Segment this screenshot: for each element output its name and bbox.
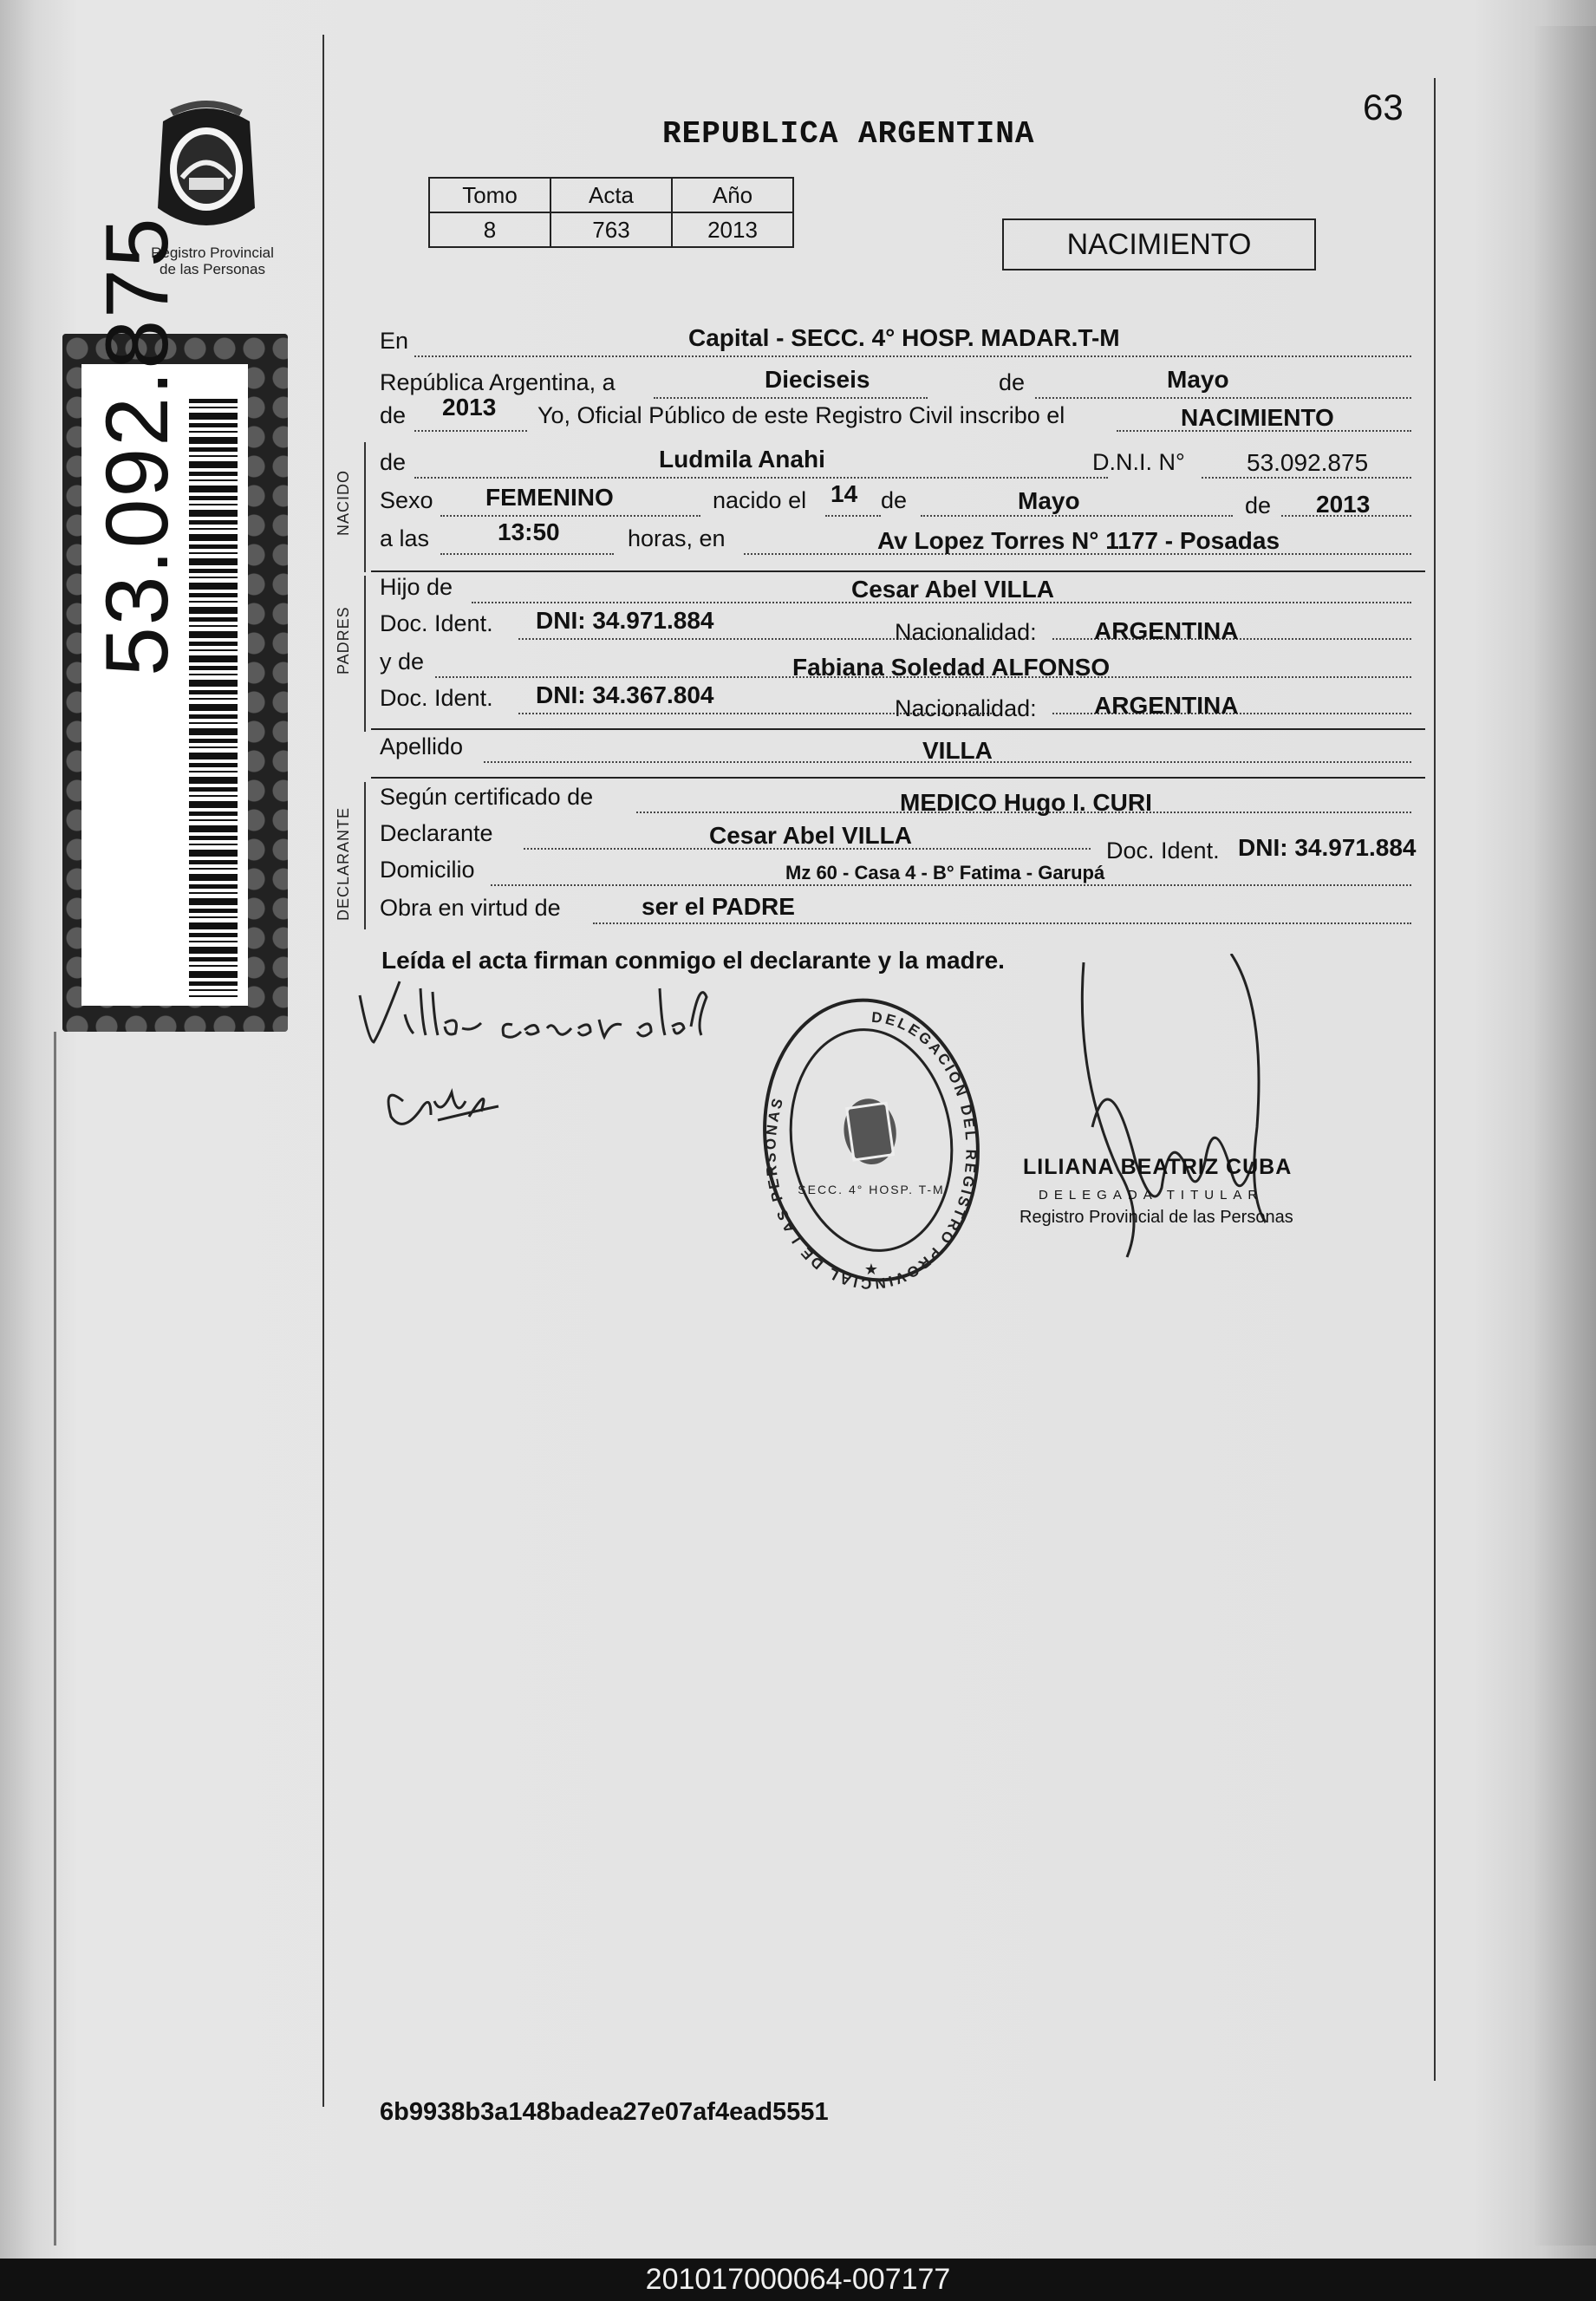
svg-text:★: ★ [863, 1261, 879, 1278]
field-value-name: Ludmila Anahi [659, 446, 825, 473]
table-header: Acta [550, 178, 672, 212]
svg-text:DELEGACION DEL REGISTRO PROVIN: DELEGACION DEL REGISTRO PROVINCIAL DE LAS PERSONAS [762, 1008, 980, 1293]
official-stamp [754, 984, 988, 1296]
field-label: a las [380, 525, 430, 551]
svg-text:SECC. 4° HOSP. T-M: SECC. 4° HOSP. T-M [798, 1183, 945, 1196]
field-value-domicilio: Mz 60 - Casa 4 - B° Fatima - Garupá [785, 862, 1105, 883]
field-row-mother [380, 645, 1420, 680]
field-label: Nacionalidad: [895, 619, 1037, 645]
field-row-mother-doc [380, 681, 1420, 721]
page-edge [1534, 26, 1596, 2246]
field-row-domicilio [380, 853, 1420, 888]
field-label: Hijo de [380, 574, 453, 600]
field-row-apellido [380, 730, 1420, 765]
barcode-icon [189, 399, 238, 997]
declarant-signature [351, 971, 767, 1162]
field-row-certificado [380, 780, 1420, 815]
field-value-birth-year: 2013 [1316, 491, 1371, 518]
field-label: de [380, 402, 407, 428]
field-label: de [1245, 492, 1272, 518]
spine-shadow [54, 1032, 56, 2246]
field-value-birth-month: Mayo [1018, 487, 1080, 514]
document-hash: 6b9938b3a148badea27e07af4ead5551 [380, 2098, 829, 2126]
field-label: República Argentina, a [380, 369, 616, 395]
field-value-apellido: VILLA [922, 737, 993, 764]
section-label-declarante: DECLARANTE [335, 806, 352, 921]
field-row-en [380, 324, 1420, 359]
field-row-oficial [380, 394, 1420, 433]
field-label: Sexo [380, 487, 433, 513]
right-border-line [1434, 78, 1436, 2081]
field-value-act: NACIMIENTO [1181, 404, 1334, 431]
vertical-id-number: 53.092.875 [88, 216, 186, 676]
official-organization: Registro Provincial de las Personas [1019, 1208, 1293, 1227]
field-value-day: Dieciseis [765, 366, 870, 393]
field-label: Apellido [380, 733, 464, 759]
section-divider-line [371, 777, 1425, 779]
section-divider [364, 782, 366, 929]
field-label: de [999, 369, 1026, 395]
field-row-father-doc [380, 607, 1420, 645]
field-label: Domicilio [380, 857, 475, 883]
field-value-father: Cesar Abel VILLA [851, 576, 1054, 603]
field-row-republica [380, 366, 1420, 401]
table-header: Año [672, 178, 793, 212]
field-label: Según certificado de [380, 784, 594, 810]
footer-id: 201017000064-007177 [645, 2263, 951, 2296]
field-value-father-dni: DNI: 34.971.884 [536, 607, 714, 634]
field-value-mother-nat: ARGENTINA [1094, 692, 1239, 719]
field-value-birth-day: 14 [831, 480, 858, 507]
section-divider [364, 576, 366, 732]
field-row-obra [380, 891, 1420, 926]
field-label: Doc. Ident. [380, 610, 493, 636]
field-label: Yo, Oficial Público de este Registro Civil inscribo el [537, 402, 1065, 428]
field-label: de [881, 487, 908, 513]
field-label: horas, en [628, 525, 726, 551]
field-label: En [380, 328, 409, 354]
section-label-padres: PADRES [335, 606, 352, 675]
field-value-mother: Fabiana Soledad ALFONSO [792, 654, 1111, 681]
field-label: y de [380, 649, 425, 675]
tomo-acta-table [428, 177, 794, 248]
closing-statement: Leída el acta firman conmigo el declarante y la madre. [381, 947, 1005, 974]
field-value-father-nat: ARGENTINA [1094, 617, 1239, 644]
section-divider [364, 442, 366, 572]
field-label: de [380, 449, 407, 475]
margin-line [322, 35, 324, 2107]
field-label: Doc. Ident. [1106, 838, 1220, 864]
field-value-declarante: Cesar Abel VILLA [709, 822, 912, 849]
field-value-year: 2013 [442, 394, 497, 420]
field-value-mother-dni: DNI: 34.367.804 [536, 681, 714, 708]
field-value-birthplace: Av Lopez Torres N° 1177 - Posadas [877, 527, 1280, 554]
field-value-sexo: FEMENINO [485, 484, 614, 511]
section-label-nacido: NACIDO [335, 469, 352, 536]
country-title: REPUBLICA ARGENTINA [662, 116, 1035, 152]
table-header: Tomo [429, 178, 550, 212]
field-row-declarante [380, 817, 1420, 864]
field-label: Doc. Ident. [380, 685, 493, 711]
field-label: Obra en virtud de [380, 895, 561, 921]
registry-caption: Registro Provincial de las Personas [151, 244, 274, 277]
field-label: nacido el [713, 487, 807, 513]
field-label: Declarante [380, 820, 493, 846]
table-cell: 763 [550, 212, 672, 247]
field-label: Nacionalidad: [895, 695, 1037, 721]
record-type-box: NACIMIENTO [1002, 218, 1316, 271]
field-row-father [380, 570, 1420, 605]
official-title: DELEGADA TITULAR [1039, 1188, 1264, 1203]
official-name: LILIANA BEATRIZ CUBA [1023, 1155, 1293, 1179]
field-value-dni: 53.092.875 [1247, 449, 1369, 476]
field-value-month: Mayo [1167, 366, 1229, 393]
field-row-time [380, 518, 1420, 557]
field-label: D.N.I. N° [1092, 449, 1185, 475]
page-number: 63 [1363, 87, 1404, 127]
table-cell: 8 [429, 212, 550, 247]
field-value-time: 13:50 [498, 518, 560, 545]
table-cell: 2013 [672, 212, 793, 247]
field-value-certificado: MEDICO Hugo I. CURI [900, 789, 1152, 816]
field-row-name [380, 446, 1420, 480]
field-row-sexo [380, 480, 1420, 518]
field-value-declarante-dni: DNI: 34.971.884 [1238, 834, 1417, 861]
field-value-obra: ser el PADRE [642, 893, 795, 920]
official-signature [1058, 954, 1283, 1292]
field-value-place: Capital - SECC. 4° HOSP. MADAR.T-M [688, 324, 1120, 351]
